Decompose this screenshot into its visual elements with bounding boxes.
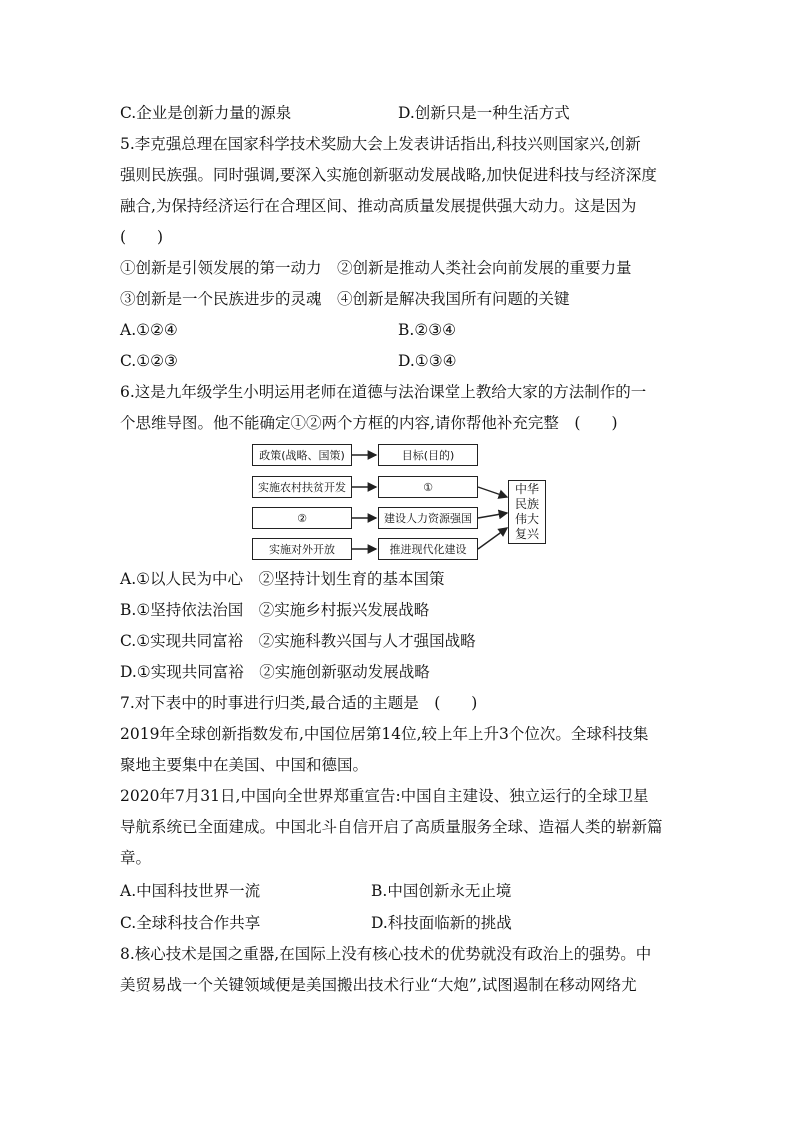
q5-option-b: B.②③④ [398, 321, 457, 339]
box-opening-up: 实施对外开放 [252, 538, 352, 560]
goal-line-4: 复兴 [514, 527, 539, 541]
q5-option-c: C.①②③ [120, 352, 178, 370]
box-rural-poverty: 实施农村扶贫开发 [252, 476, 352, 498]
q5-stem-line-2: 强则民族强。同时强调,要深入实施创新驱动发展战略,加快促进科技与经济深度 [120, 166, 657, 184]
q7-event-1-line-1: 2019年全球创新指数发布,中国位居第14位,较上年上升3个位次。全球科技集 [120, 725, 649, 743]
q6-option-a: A.①以人民为中心 ②坚持计划生育的基本国策 [120, 570, 445, 588]
box-national-rejuvenation [508, 480, 546, 544]
q7-event-2-line-2: 导航系统已全面建成。中国北斗自信开启了高质量服务全球、造福人类的崭新篇 [120, 818, 663, 836]
arrow-to-goal-1 [478, 487, 507, 497]
q6-option-c: C.①实现共同富裕 ②实施科教兴国与人才强国战略 [120, 632, 476, 650]
q4-option-d: D.创新只是一种生活方式 [398, 104, 570, 122]
arrow-to-goal-3 [478, 528, 507, 549]
goal-line-2: 民族 [514, 497, 539, 511]
q8-stem-line-1: 8.核心技术是国之重器,在国际上没有核心技术的优势就没有政治上的强势。中 [120, 945, 652, 963]
q5-stem-line-1: 5.李克强总理在国家科学技术奖励大会上发表讲话指出,科技兴则国家兴,创新 [120, 135, 641, 153]
box-blank-1: ① [378, 476, 478, 498]
q5-statement-2: ③创新是一个民族进步的灵魂 ④创新是解决我国所有问题的关键 [120, 290, 570, 308]
q7-option-b: B.中国创新永无止境 [371, 882, 512, 900]
box-blank-2: ② [252, 507, 352, 529]
q6-stem-line-2: 个思维导图。他不能确定①②两个方框的内容,请你帮他补充完整 ( ) [120, 414, 618, 432]
arrow-to-goal-2 [478, 513, 507, 518]
q7-stem: 7.对下表中的时事进行归类,最合适的主题是 ( ) [120, 694, 478, 712]
q7-option-c: C.全球科技合作共享 [120, 914, 261, 932]
box-talent-power: 建设人力资源强国 [378, 507, 478, 529]
q4-option-c: C.企业是创新力量的源泉 [120, 104, 292, 122]
goal-line-3: 伟大 [514, 512, 539, 526]
q6-stem-line-1: 6.这是九年级学生小明运用老师在道德与法治课堂上教给大家的方法制作的一 [120, 383, 647, 401]
goal-line-1: 中华 [514, 482, 539, 496]
q7-event-1-line-2: 聚地主要集中在美国、中国和德国。 [120, 756, 369, 774]
q7-option-a: A.中国科技世界一流 [120, 882, 261, 900]
q7-event-2-line-3: 章。 [120, 849, 152, 867]
q5-stem-line-3: 融合,为保持经济运行在合理区间、推动高质量发展提供强大动力。这是因为 [120, 197, 637, 215]
q8-stem-line-2: 美贸易战一个关键领域便是美国搬出技术行业“大炮”,试图遏制在移动网络尤 [120, 976, 637, 994]
q5-option-a: A.①②④ [120, 321, 178, 339]
q5-answer-blank: ( ) [120, 228, 164, 246]
box-policy: 政策(战略、国策) [252, 444, 352, 466]
box-goal-purpose: 目标(目的) [378, 444, 478, 466]
q5-option-d: D.①③④ [398, 352, 457, 370]
q7-option-d: D.科技面临新的挑战 [371, 914, 512, 932]
q5-statement-1: ①创新是引领发展的第一动力 ②创新是推动人类社会向前发展的重要力量 [120, 259, 632, 277]
box-modernization: 推进现代化建设 [378, 538, 478, 560]
q6-option-d: D.①实现共同富裕 ②实施创新驱动发展战略 [120, 663, 430, 681]
q7-event-2-line-1: 2020年7月31日,中国向全世界郑重宣告:中国自主建设、独立运行的全球卫星 [120, 787, 649, 805]
q6-option-b: B.①坚持依法治国 ②实施乡村振兴发展战略 [120, 601, 430, 619]
